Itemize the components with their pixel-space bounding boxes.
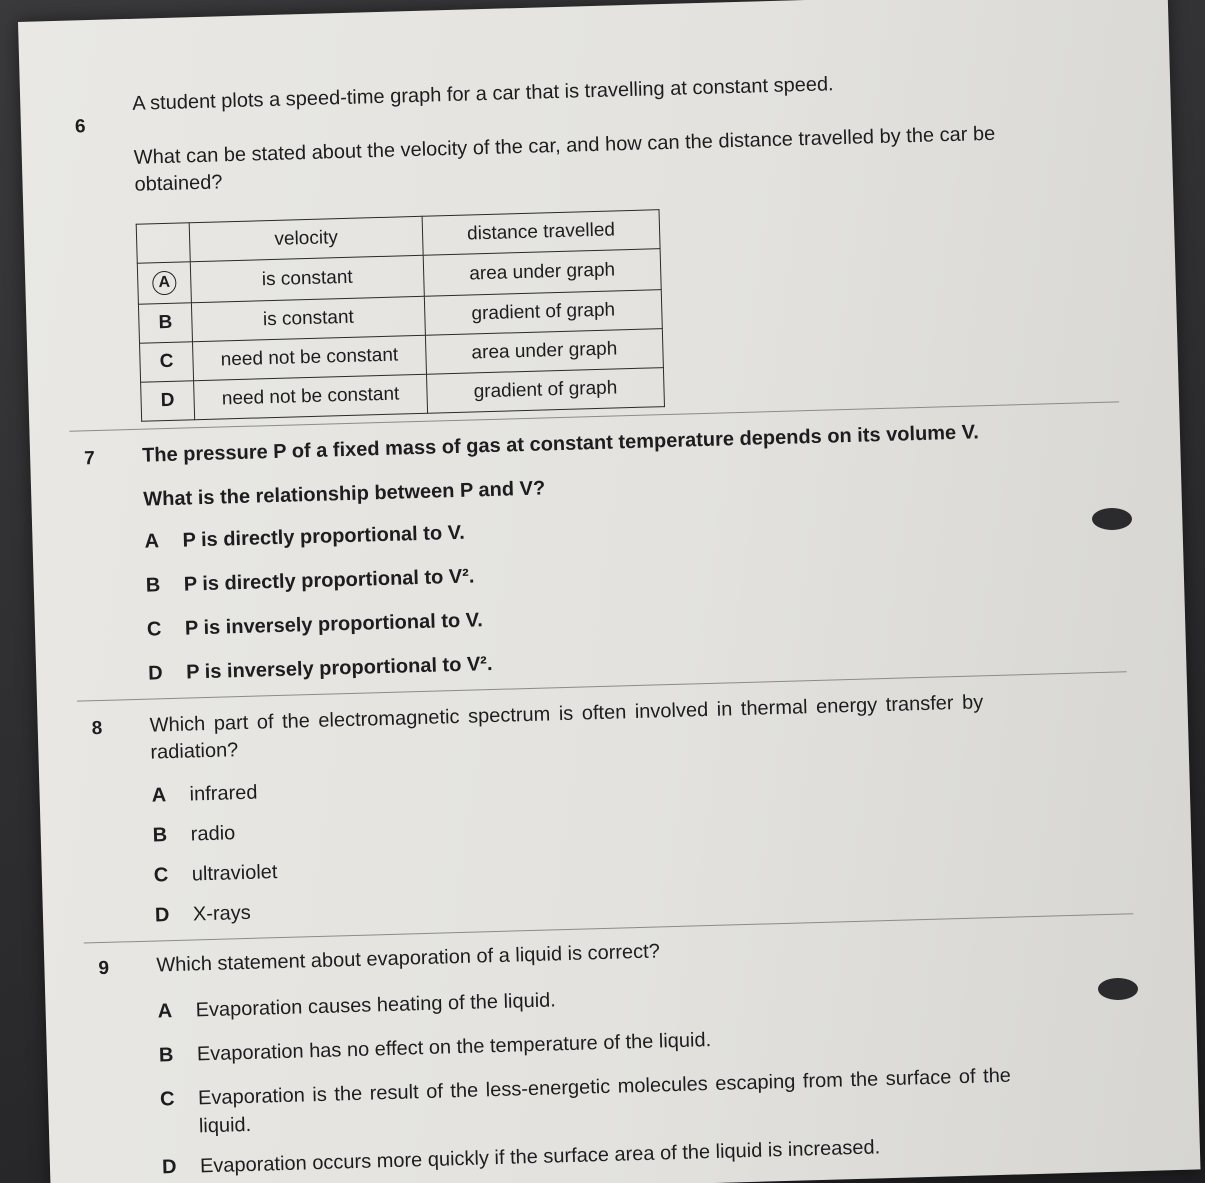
circled-answer-letter: A — [152, 271, 177, 296]
q8-option-c[interactable]: C ultraviolet — [153, 861, 278, 887]
q9-option-d[interactable]: D Evaporation occurs more quickly if the surface area of the liquid is increased. — [161, 1136, 881, 1179]
q7-option-a[interactable]: A P is directly proportional to V. — [144, 521, 466, 553]
q8-option-b[interactable]: B radio — [152, 822, 236, 847]
q7-number: 7 — [83, 448, 96, 470]
row-velocity: need not be constant — [194, 374, 428, 419]
row-velocity: is constant — [191, 296, 425, 341]
q8-option-a[interactable]: A infrared — [151, 781, 258, 807]
row-distance: area under graph — [423, 249, 661, 297]
q9-option-c-continued: liquid. — [198, 1113, 252, 1138]
q7-option-c[interactable]: C P is inversely proportional to V. — [146, 609, 484, 641]
q9-option-c[interactable]: C Evaporation is the result of the less-energetic molecules escaping from the surface of the — [159, 1064, 1012, 1111]
q6-answer-table — [136, 209, 665, 422]
table-header-distance: distance travelled — [422, 210, 660, 256]
q7-stem: The pressure P of a fixed mass of gas at constant temperature depends on its volume V. — [141, 421, 980, 467]
q8-stem-line2: radiation? — [150, 739, 239, 764]
q8-stem-line1: Which part of the electromagnetic spectrum is often involved in thermal energy transfer by — [149, 691, 984, 737]
q6-question-line1: What can be stated about the velocity of the car, and how can the distance travelled by the car be — [133, 122, 996, 169]
q7-option-b[interactable]: B P is directly proportional to V². — [145, 565, 475, 597]
q9-stem: Which statement about evaporation of a liquid is correct? — [156, 940, 661, 977]
q9-option-a[interactable]: A Evaporation causes heating of the liquid. — [157, 989, 557, 1023]
q6-question-line2: obtained? — [134, 171, 223, 196]
row-distance: area under graph — [425, 329, 663, 375]
row-velocity: need not be constant — [192, 335, 426, 380]
q8-number: 8 — [91, 717, 103, 740]
q8-option-d[interactable]: D X-rays — [154, 901, 252, 927]
q7-option-d[interactable]: D P is inversely proportional to V². — [147, 653, 493, 685]
table-header-blank — [136, 223, 190, 263]
q9-option-b[interactable]: B Evaporation has no effect on the temperature of the liquid. — [158, 1029, 712, 1067]
table-header-velocity: velocity — [189, 216, 423, 261]
row-letter: C — [140, 342, 194, 382]
punch-hole — [1098, 978, 1138, 1000]
row-letter: B — [138, 303, 192, 343]
q6-number: 6 — [74, 116, 86, 138]
row-letter: D — [141, 381, 195, 421]
exam-page — [18, 0, 1200, 1183]
punch-hole — [1092, 508, 1132, 530]
q6-intro: A student plots a speed-time graph for a car that is travelling at constant speed. — [132, 73, 834, 115]
row-letter — [137, 262, 191, 304]
row-distance: gradient of graph — [424, 290, 662, 336]
q9-number: 9 — [98, 957, 110, 980]
q7-question: What is the relationship between P and V? — [143, 477, 546, 511]
row-distance: gradient of graph — [426, 368, 664, 414]
row-velocity: is constant — [190, 255, 424, 302]
